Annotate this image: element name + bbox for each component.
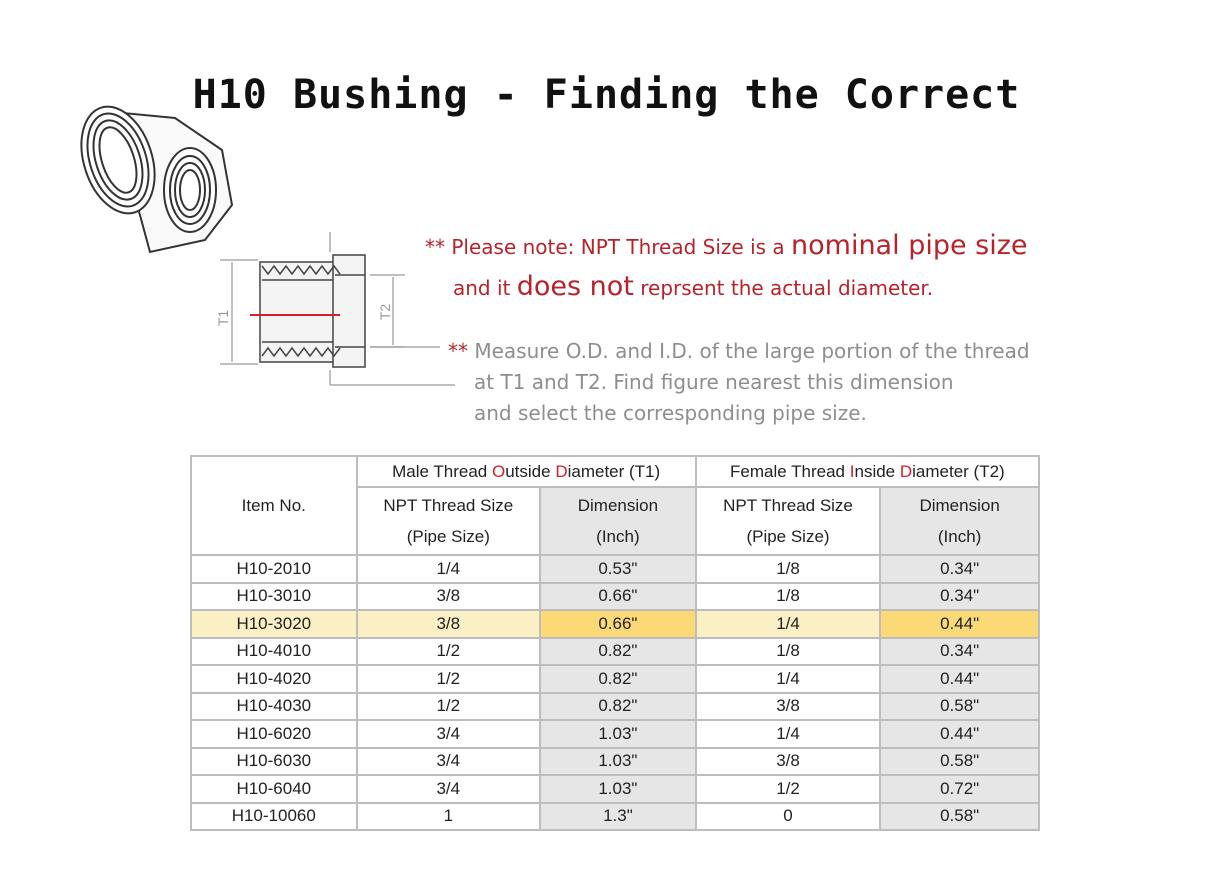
bushing-3d-icon bbox=[69, 97, 232, 252]
female-npt-header: NPT Thread Size (Pipe Size) bbox=[696, 487, 881, 555]
female-dimension-header: Dimension (Inch) bbox=[880, 487, 1039, 555]
table-row: H10-6020 3/4 1.03" 1/4 0.44" bbox=[191, 720, 1039, 748]
bushing-illustration bbox=[0, 0, 460, 400]
table-row: H10-4010 1/2 0.82" 1/8 0.34" bbox=[191, 638, 1039, 666]
male-dimension-header: Dimension (Inch) bbox=[540, 487, 696, 555]
female-thread-group-header: Female Thread Inside Diameter (T2) bbox=[696, 456, 1039, 487]
t2-label: T2 bbox=[377, 303, 393, 321]
table-row: H10-10060 1 1.3" 0 0.58" bbox=[191, 803, 1039, 831]
item-no-header: Item No. bbox=[191, 456, 357, 555]
measure-instruction-note: ** Measure O.D. and I.D. of the large portion of the thread at T1 and T2. Find figure nearest this dimension and select the corresponding pipe size. bbox=[448, 339, 1030, 425]
table-row: H10-3010 3/8 0.66" 1/8 0.34" bbox=[191, 583, 1039, 611]
nominal-size-note: ** Please note: NPT Thread Size is a nominal pipe size and it does not reprsent the actual diameter. bbox=[425, 230, 1028, 302]
table-row: H10-2010 1/4 0.53" 1/8 0.34" bbox=[191, 555, 1039, 583]
male-thread-group-header: Male Thread Outside Diameter (T1) bbox=[357, 456, 696, 487]
table-row: H10-6040 3/4 1.03" 1/2 0.72" bbox=[191, 775, 1039, 803]
bushing-size-table bbox=[190, 455, 1040, 831]
table-row: H10-4030 1/2 0.82" 3/8 0.58" bbox=[191, 693, 1039, 721]
table-row: H10-4020 1/2 0.82" 1/4 0.44" bbox=[191, 665, 1039, 693]
t1-label: T1 bbox=[215, 309, 231, 327]
page-title: H10 Bushing - Finding the Correct bbox=[192, 72, 1021, 118]
male-npt-header: NPT Thread Size (Pipe Size) bbox=[357, 487, 541, 555]
table-row: H10-6030 3/4 1.03" 3/8 0.58" bbox=[191, 748, 1039, 776]
cross-section-diagram bbox=[260, 255, 365, 367]
table-row-highlighted: H10-3020 3/8 0.66" 1/4 0.44" bbox=[191, 610, 1039, 638]
